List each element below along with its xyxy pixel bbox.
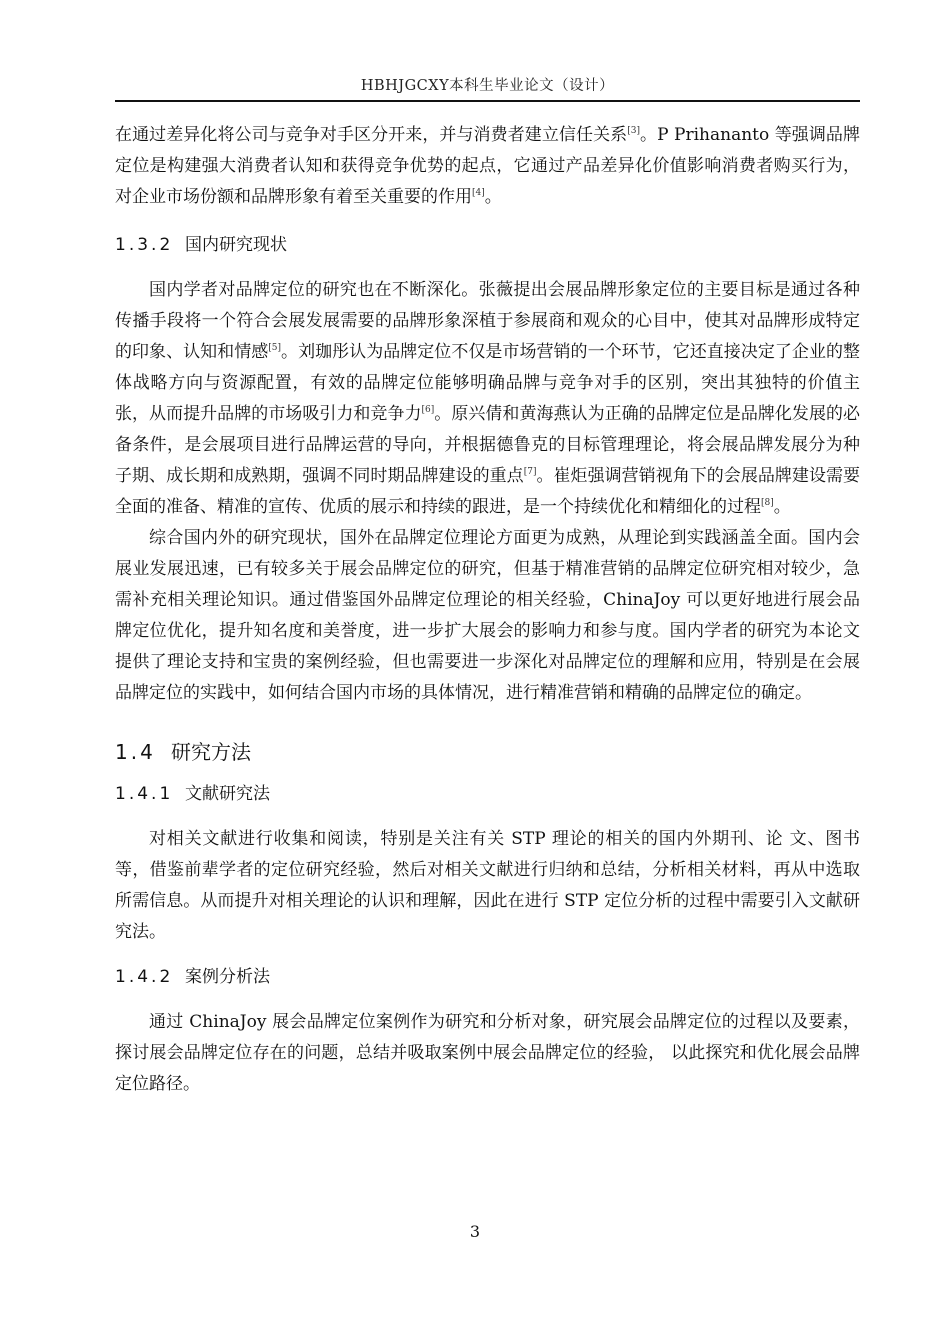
literature-method-paragraph: 对相关文献进行收集和阅读，特别是关注有关 STP 理论的相关的国内外期刊、论 文、图书等，借鉴前辈学者的定位研究经验，然后对相关文献进行归纳和总结，分析相关材料，再从中选取所需信息。从而提升对相关理论的认识和理解，因此在进行 STP 定位分析的过程中需要引入文献研究法。 — [115, 829, 860, 942]
section-heading-1-4-2 — [115, 962, 860, 993]
section-number: 1.4 — [115, 740, 156, 764]
intro-paragraph — [115, 120, 860, 213]
citation-8: [8] — [761, 498, 774, 508]
domestic-text-5: 。 — [773, 497, 791, 517]
domestic-text-1: 国内学者对品牌定位的研究也在不断深化。张薇提出会展品牌形象定位的主要目标是通过各种传播手段将一个符合会展发展需要的品牌形象深植于参展商和观众的心目中，使其对品牌形成特定的印象、认知和情感 — [115, 280, 860, 362]
case-method-paragraph: 通过 ChinaJoy 展会品牌定位案例作为研究和分析对象，研究展会品牌定位的过程以及要素，探讨展会品牌定位存在的问题，总结并吸取案例中展会品牌定位的经验， 以此探究和优化展会品牌定位路径。 — [115, 1012, 860, 1094]
section-number: 1.3.2 — [115, 235, 174, 255]
domestic-research-paragraph — [115, 275, 860, 523]
section-heading-1-3-2 — [115, 230, 860, 261]
page-header: HBHJGCXY本科生毕业论文（设计） — [360, 78, 615, 94]
citation-5: [5] — [268, 343, 282, 353]
domestic-text-4: 。崔炬强调营销视角下的会展品牌建设需要全面的准备、精准的宣传、优质的展示和持续的跟进，是一个持续优化和精细化的过程 — [115, 466, 861, 517]
section-number: 1.4.1 — [115, 784, 174, 804]
section-title: 案例分析法 — [185, 967, 270, 987]
section-heading-1-4 — [115, 735, 860, 769]
domestic-text-3: 。原兴倩和黄海燕认为正确的品牌定位是品牌化发展的必备条件，是会展项目进行品牌运营的导向，并根据德鲁克的目标管理理论，将会展品牌发展分为种子期、成长期和成熟期，强调不同时期品牌建设的重点 — [115, 404, 861, 486]
intro-text-3: 。 — [484, 187, 502, 207]
intro-text-2: 。P Prihananto 等强调品牌定位是构建强大消费者认知和获得竞争优势的起点，它通过产品差异化价值影响消费者购买行为，对企业市场份额和品牌形象有着至关重要的作用 — [115, 125, 860, 207]
intro-text-1: 在通过差异化将公司与竞争对手区分开来，并与消费者建立信任关系 — [115, 125, 628, 145]
section-title: 研究方法 — [171, 740, 251, 764]
citation-4: [4] — [472, 188, 485, 198]
section-number: 1.4.2 — [115, 967, 174, 987]
page-number: 3 — [469, 1222, 481, 1241]
page-body — [115, 120, 860, 1100]
summary-paragraph: 综合国内外的研究现状，国外在品牌定位理论方面更为成熟，从理论到实践涵盖全面。国内会展业发展迅速，已有较多关于展会品牌定位的研究，但基于精准营销的品牌定位研究相对较少，急需补充相关理论知识。通过借鉴国外品牌定位理论的相关经验，ChinaJoy 可以更好地进行展会品牌定位优化，提升知名度和美誉度，进一步扩大展会的影响力和参与度。国内学者的研究为本论文提供了理论支持和宝贵的案例经验，但也需要进一步深化对品牌定位的理解和应用，特别是在会展品牌定位的实践中，如何结合国内市场的具体情况，进行精准营销和精确的品牌定位的确定。 — [115, 528, 860, 703]
domestic-text-2: 。刘珈彤认为品牌定位不仅是市场营销的一个环节，它还直接决定了企业的整体战略方向与资源配置，有效的品牌定位能够明确品牌与竞争对手的区别，突出其独特的价值主张，从而提升品牌的市场吸引力和竞争力 — [115, 342, 861, 424]
citation-6: [6] — [421, 405, 435, 415]
citation-3: [3] — [627, 126, 640, 136]
header-rule — [115, 100, 860, 102]
section-title: 文献研究法 — [185, 784, 270, 804]
citation-7: [7] — [523, 467, 537, 477]
section-title: 国内研究现状 — [185, 235, 287, 255]
section-heading-1-4-1 — [115, 779, 860, 810]
